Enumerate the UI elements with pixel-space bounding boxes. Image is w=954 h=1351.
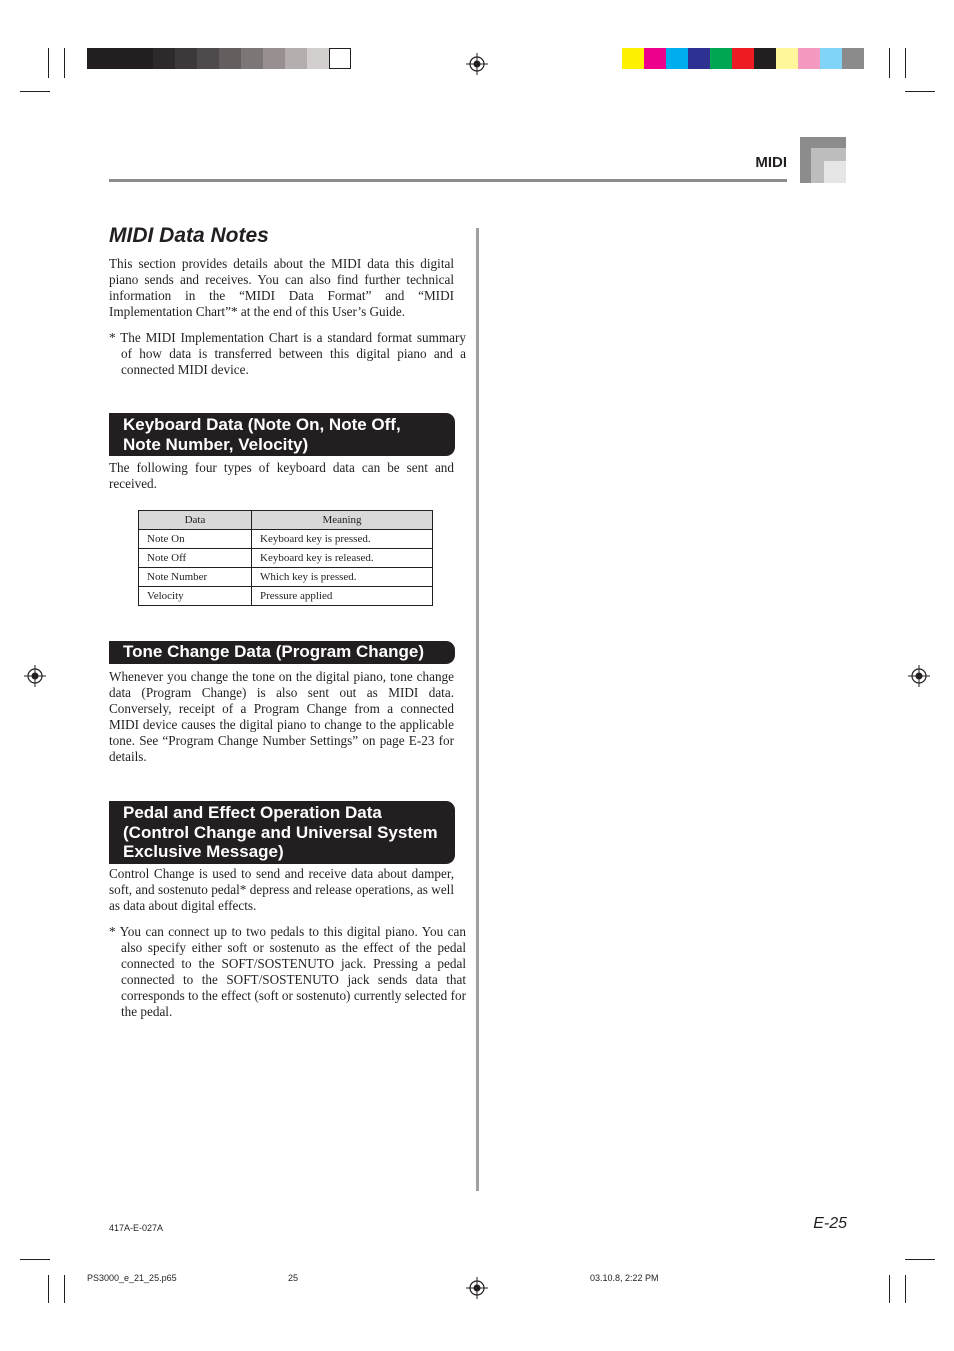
color-swatch: [644, 48, 666, 69]
color-swatch: [197, 48, 219, 69]
section-tab-graphic: [800, 137, 846, 183]
color-swatch: [666, 48, 688, 69]
pedal-footnote: * You can connect up to two pedals to this digital piano. You can also specify either soft or sostenuto as the effect of the pedal connected to the SOFT/SOSTENUTO jack. Pressing a pedal connected to the SOFT/SOSTENUTO jack sends data that corresponds to the effect (soft or sostenuto) currently selected for the pedal.: [109, 924, 466, 1019]
column-divider: [476, 228, 479, 1191]
table-cell: Pressure applied: [252, 587, 433, 606]
table-cell: Which key is pressed.: [252, 568, 433, 587]
color-swatch: [131, 48, 153, 69]
crop-mark: [905, 1275, 906, 1303]
color-swatch: [329, 48, 351, 69]
table-header-cell: Meaning: [252, 511, 433, 530]
color-swatch: [219, 48, 241, 69]
color-swatch: [263, 48, 285, 69]
table-row: [139, 549, 433, 568]
color-swatch: [622, 48, 644, 69]
color-swatch: [307, 48, 329, 69]
crop-mark: [905, 91, 935, 92]
heading-line: Tone Change Data (Program Change): [123, 642, 424, 661]
crop-mark: [64, 48, 65, 78]
table-cell: Velocity: [139, 587, 252, 606]
crop-mark: [905, 48, 906, 78]
color-swatch: [798, 48, 820, 69]
section-label: MIDI: [755, 154, 787, 171]
table-cell: Note Off: [139, 549, 252, 568]
keyboard-data-paragraph: The following four types of keyboard data can be sent and received.: [109, 460, 454, 491]
registration-mark-icon: [908, 665, 930, 687]
table-header-cell: Data: [139, 511, 252, 530]
file-name: PS3000_e_21_25.p65: [87, 1273, 177, 1283]
keyboard-data-table: [138, 510, 433, 606]
color-swatch: [688, 48, 710, 69]
table-cell: Keyboard key is released.: [252, 549, 433, 568]
intro-footnote: * The MIDI Implementation Chart is a standard format summary of how data is transferred between this digital piano and a connected MIDI device.: [109, 330, 466, 377]
tone-change-paragraph: Whenever you change the tone on the digital piano, tone change data (Program Change) is also sent out as MIDI data. Conversely, receipt of a Program Change from a connected MIDI device causes the digital piano to change to the applicable tone. See “Program Change Number Settings” on page E-23 for details.: [109, 669, 454, 764]
heading-line: Exclusive Message): [123, 842, 284, 861]
print-timestamp: 03.10.8, 2:22 PM: [590, 1273, 659, 1283]
color-swatch: [732, 48, 754, 69]
table-cell: Note On: [139, 530, 252, 549]
color-swatch: [241, 48, 263, 69]
color-swatch: [175, 48, 197, 69]
pedal-effect-heading: [109, 801, 455, 864]
table-header-row: [139, 511, 433, 530]
color-swatch: [842, 48, 864, 69]
doc-code: 417A-E-027A: [109, 1223, 164, 1233]
crop-mark: [889, 48, 890, 78]
color-swatch: [109, 48, 131, 69]
crop-mark: [889, 1275, 890, 1303]
table-row: [139, 530, 433, 549]
heading-line: Note Number, Velocity): [123, 434, 309, 454]
color-swatch: [285, 48, 307, 69]
keyboard-data-heading: [109, 413, 455, 456]
table-row: [139, 587, 433, 606]
color-swatch: [153, 48, 175, 69]
color-swatch: [710, 48, 732, 69]
table-cell: Keyboard key is pressed.: [252, 530, 433, 549]
intro-paragraph: This section provides details about the MIDI data this digital piano sends and receives. You can also find further technical information in the “MIDI Data Format” and “MIDI Implementation Chart”* at the end of this User’s Guide.: [109, 256, 454, 319]
header-rule: [109, 179, 787, 182]
heading-line: (Control Change and Universal System: [123, 822, 438, 842]
color-swatch: [776, 48, 798, 69]
table-cell: Note Number: [139, 568, 252, 587]
tone-change-heading: [109, 641, 455, 664]
heading-line: Pedal and Effect Operation Data: [123, 803, 382, 822]
pedal-effect-paragraph: Control Change is used to send and receive data about damper, soft, and sostenuto pedal* depress and release operations, as well as data about digital effects.: [109, 866, 454, 913]
crop-mark: [905, 1259, 935, 1260]
color-swatch: [754, 48, 776, 69]
crop-mark: [48, 48, 49, 78]
color-swatch: [820, 48, 842, 69]
registration-mark-icon: [466, 53, 488, 75]
heading-line: Keyboard Data (Note On, Note Off,: [123, 415, 401, 434]
color-swatch: [87, 48, 109, 69]
page-title: MIDI Data Notes: [109, 224, 269, 247]
crop-mark: [20, 91, 50, 92]
page-number: E-25: [813, 1215, 847, 1232]
crop-mark: [64, 1275, 65, 1303]
crop-mark: [20, 1259, 50, 1260]
registration-mark-icon: [24, 665, 46, 687]
table-row: [139, 568, 433, 587]
crop-mark: [48, 1275, 49, 1303]
file-page: 25: [288, 1273, 299, 1283]
registration-mark-icon: [466, 1277, 488, 1299]
